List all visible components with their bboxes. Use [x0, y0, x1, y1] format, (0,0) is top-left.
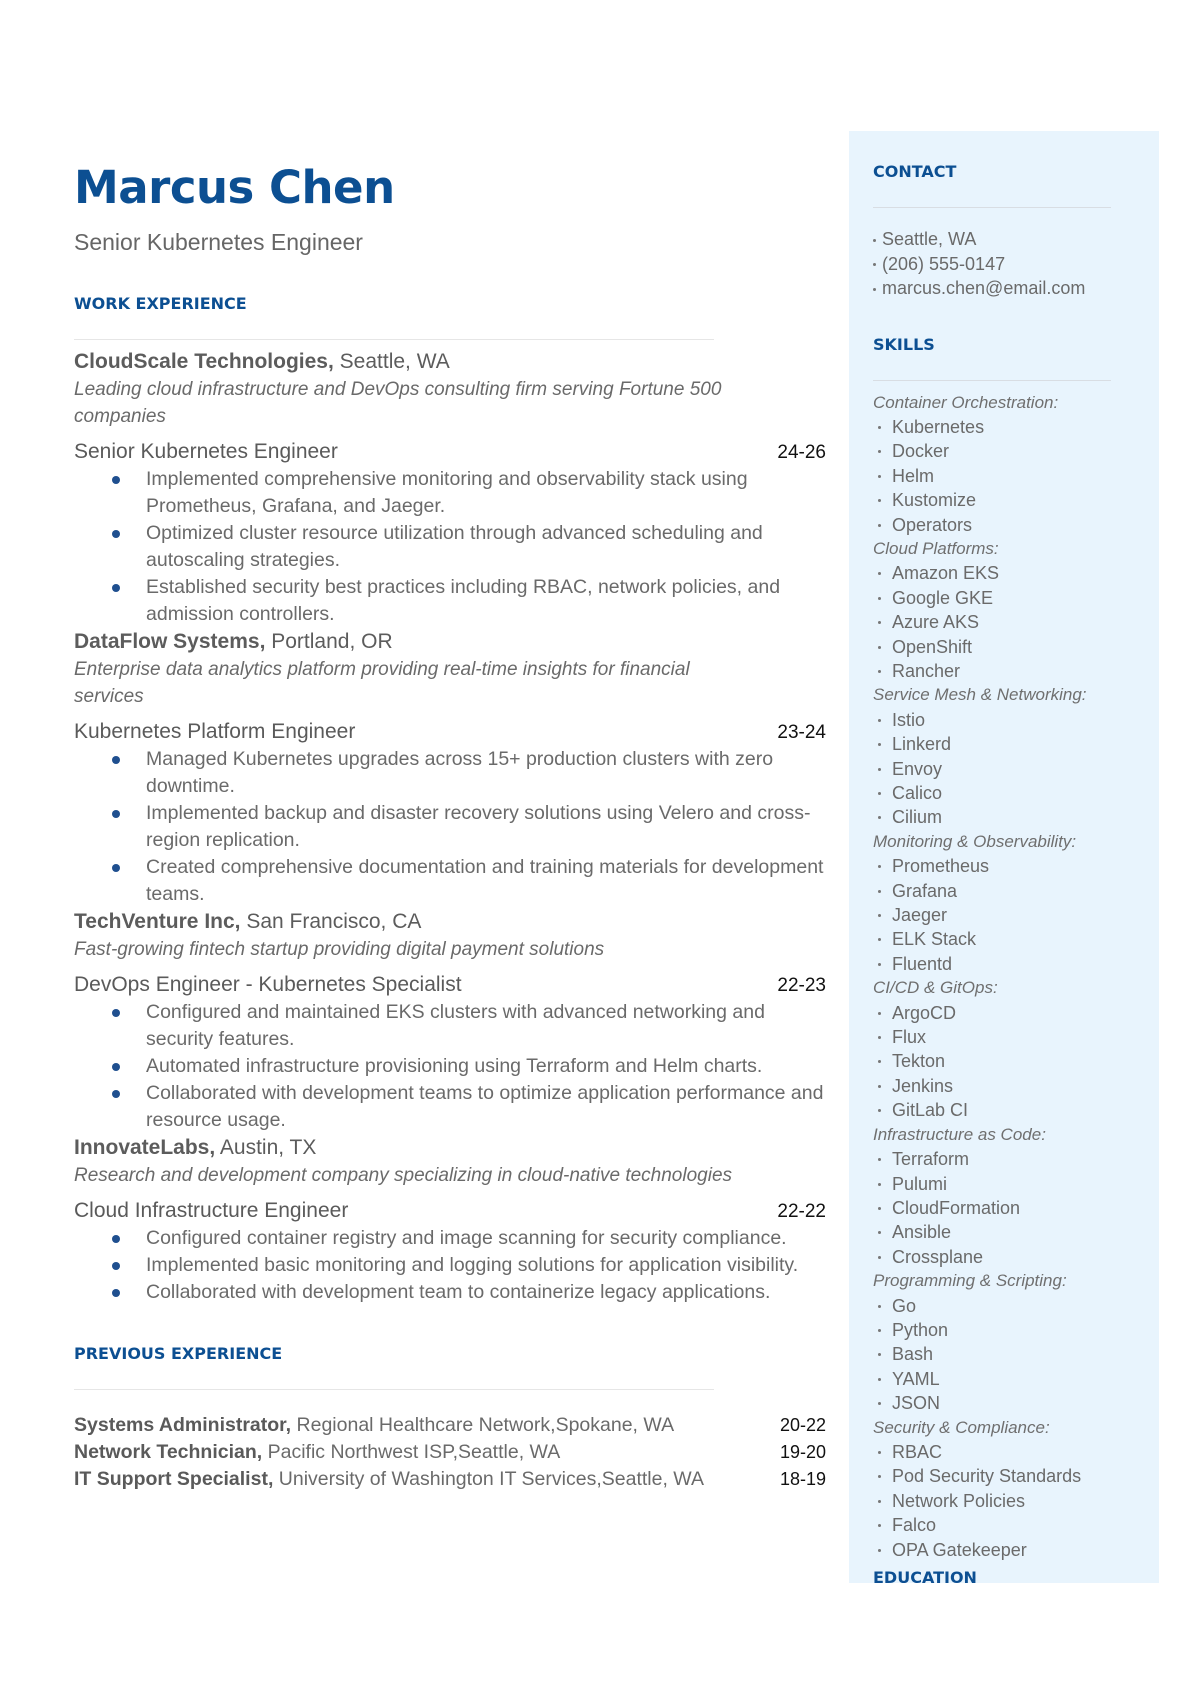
job-role: Senior Kubernetes Engineer — [74, 440, 338, 463]
contact-text: (206) 555-0147 — [882, 253, 1006, 274]
company-description: Enterprise data analytics platform providing real-time insights for financial services — [74, 659, 690, 707]
skill-items — [873, 1440, 1113, 1562]
skills-list — [873, 391, 1113, 1563]
skill-item — [873, 1147, 1113, 1171]
previous-org: Regional Healthcare Network,Spokane, WA — [291, 1414, 675, 1436]
skill-category: Service Mesh & Networking: — [873, 685, 1087, 705]
bullet-item — [112, 1252, 826, 1279]
skill-item — [873, 1172, 1113, 1196]
bullet-text: Established security best practices including RBAC, network policies, and admission controllers. — [146, 576, 781, 625]
skill-item — [873, 1440, 1113, 1464]
job-bullets — [112, 746, 826, 908]
skill-item — [873, 1294, 1113, 1318]
previous-dates: 20-22 — [779, 1415, 826, 1435]
skill-items — [873, 1294, 1113, 1416]
skill-item — [873, 1098, 1113, 1122]
bullet-item — [112, 746, 826, 800]
bullet-dot-icon — [878, 646, 881, 649]
skill-text: Calico — [892, 783, 943, 803]
bullet-dot-icon — [878, 719, 881, 722]
bullet-dot-icon — [112, 1289, 120, 1297]
skill-text: Kubernetes — [892, 416, 985, 437]
role-row — [74, 438, 826, 466]
bullet-item — [112, 1080, 826, 1134]
skill-text: Amazon EKS — [892, 563, 1000, 584]
bullet-dot-icon — [878, 768, 881, 771]
skill-text: Envoy — [892, 758, 943, 779]
bullet-text: Automated infrastructure provisioning using Terraform and Helm charts. — [146, 1055, 763, 1077]
skill-text: Go — [892, 1295, 917, 1316]
bullet-dot-icon — [878, 1475, 881, 1478]
bullet-dot-icon — [873, 263, 876, 266]
skill-item — [873, 1025, 1113, 1049]
skill-item — [873, 1049, 1113, 1073]
skill-item — [873, 635, 1113, 659]
bullet-dot-icon — [878, 1256, 881, 1259]
work-experience-heading: WORK EXPERIENCE — [74, 294, 247, 313]
bullet-text: Optimized cluster resource utilization through advanced scheduling and autoscaling strategies. — [146, 522, 763, 571]
previous-org: University of Washington IT Services,Seattle, WA — [273, 1468, 704, 1490]
skill-item — [873, 1367, 1113, 1391]
skill-item — [873, 610, 1113, 634]
skill-category: Monitoring & Observability: — [873, 831, 1077, 851]
job-role: DevOps Engineer - Kubernetes Specialist — [74, 973, 462, 996]
company-location: Seattle, WA — [333, 350, 450, 373]
previous-dates: 18-19 — [779, 1469, 826, 1489]
previous-role-line — [74, 1439, 560, 1466]
bullet-dot-icon — [878, 1109, 881, 1112]
bullet-dot-icon — [878, 524, 881, 527]
previous-role-line — [74, 1412, 674, 1439]
bullet-text: Collaborated with development team to containerize legacy applications. — [146, 1281, 771, 1303]
bullet-dot-icon — [878, 792, 881, 795]
contact-item — [873, 252, 1113, 277]
skill-items — [873, 708, 1113, 830]
previous-org: Pacific Northwest ISP,Seattle, WA — [262, 1441, 561, 1463]
bullet-dot-icon — [878, 1549, 881, 1552]
bullet-dot-icon — [873, 239, 876, 242]
bullet-dot-icon — [878, 621, 881, 624]
bullet-dot-icon — [878, 1402, 881, 1405]
bullet-dot-icon — [112, 756, 120, 764]
bullet-item — [112, 520, 826, 574]
bullet-dot-icon — [112, 530, 120, 538]
main-column — [74, 160, 826, 1493]
skill-text: Python — [892, 1319, 949, 1340]
education-heading: EDUCATION — [873, 1568, 977, 1587]
previous-role-line — [74, 1466, 704, 1493]
company-line — [74, 348, 826, 376]
skill-text: Ansible — [892, 1222, 952, 1243]
candidate-title: Senior Kubernetes Engineer — [74, 229, 363, 255]
bullet-dot-icon — [112, 1063, 120, 1071]
skill-text: Rancher — [892, 660, 961, 681]
bullet-dot-icon — [878, 1329, 881, 1332]
job-dates: 23-24 — [777, 722, 826, 743]
skill-category: Security & Compliance: — [873, 1417, 1050, 1437]
bullet-dot-icon — [878, 1353, 881, 1356]
job-bullets — [112, 466, 826, 628]
skill-text: ArgoCD — [892, 1002, 957, 1023]
contact-heading: CONTACT — [873, 162, 957, 181]
skill-text: Linkerd — [892, 734, 952, 755]
skill-category: Programming & Scripting: — [873, 1271, 1067, 1291]
skill-item — [873, 1220, 1113, 1244]
skill-text: Pulumi — [892, 1173, 948, 1194]
bullet-dot-icon — [878, 1085, 881, 1088]
skill-text: Fluentd — [892, 953, 953, 974]
company-name: CloudScale Technologies, — [74, 350, 334, 373]
bullet-text: Implemented basic monitoring and logging solutions for application visibility. — [146, 1254, 799, 1276]
previous-dates: 19-20 — [779, 1442, 826, 1462]
bullet-dot-icon — [878, 426, 881, 429]
bullet-dot-icon — [878, 1036, 881, 1039]
skill-item — [873, 1318, 1113, 1342]
company-line — [74, 1134, 826, 1162]
bullet-dot-icon — [878, 1451, 881, 1454]
role-row — [74, 1197, 826, 1225]
bullet-item — [112, 466, 826, 520]
bullet-dot-icon — [878, 865, 881, 868]
skill-text: GitLab CI — [892, 1100, 969, 1121]
company-description: Research and development company specializing in cloud-native technologies — [74, 1165, 733, 1186]
work-experience-list — [74, 348, 826, 1306]
bullet-text: Created comprehensive documentation and training materials for development teams. — [146, 856, 824, 905]
bullet-dot-icon — [878, 1378, 881, 1381]
job-bullets — [112, 999, 826, 1134]
company-name: TechVenture Inc, — [74, 910, 241, 933]
skill-text: Flux — [892, 1027, 927, 1048]
bullet-dot-icon — [878, 670, 881, 673]
company-location: Portland, OR — [265, 630, 393, 653]
previous-role: Systems Administrator, — [74, 1414, 292, 1436]
skill-text: Network Policies — [892, 1490, 1026, 1511]
job-dates: 22-22 — [777, 1201, 826, 1222]
bullet-dot-icon — [878, 938, 881, 941]
bullet-text: Configured container registry and image scanning for security compliance. — [146, 1227, 787, 1249]
skill-text: Terraform — [892, 1149, 970, 1170]
skill-item — [873, 1464, 1113, 1488]
skill-item — [873, 1245, 1113, 1269]
bullet-dot-icon — [878, 1231, 881, 1234]
company-description: Leading cloud infrastructure and DevOps consulting firm serving Fortune 500 companies — [74, 379, 722, 427]
job-role: Kubernetes Platform Engineer — [74, 720, 356, 743]
skills-heading: SKILLS — [873, 334, 935, 354]
bullet-dot-icon — [878, 1012, 881, 1015]
bullet-text: Managed Kubernetes upgrades across 15+ production clusters with zero downtime. — [146, 748, 774, 797]
skill-item — [873, 1391, 1113, 1415]
skill-items — [873, 1147, 1113, 1269]
skill-text: Pod Security Standards — [892, 1466, 1082, 1487]
skill-text: Kustomize — [892, 490, 977, 511]
skill-item — [873, 513, 1113, 537]
bullet-item — [112, 574, 826, 628]
bullet-dot-icon — [878, 1060, 881, 1063]
skill-category: Container Orchestration: — [873, 392, 1059, 412]
bullet-text: Implemented comprehensive monitoring and observability stack using Prometheus, Grafana, and Jaeger. — [146, 468, 748, 517]
skill-item — [873, 561, 1113, 585]
skill-text: Operators — [892, 514, 973, 535]
bullet-item — [112, 1279, 826, 1306]
bullet-dot-icon — [878, 450, 881, 453]
skill-text: Crossplane — [892, 1246, 984, 1267]
bullet-dot-icon — [878, 816, 881, 819]
skill-items — [873, 561, 1113, 683]
bullet-dot-icon — [878, 963, 881, 966]
section-divider — [873, 207, 1111, 208]
skill-item — [873, 952, 1113, 976]
skill-item — [873, 1001, 1113, 1025]
contact-item — [873, 276, 1113, 301]
skill-items — [873, 1001, 1113, 1123]
bullet-dot-icon — [112, 1090, 120, 1098]
previous-experience-row — [74, 1412, 826, 1439]
skill-text: Tekton — [892, 1051, 946, 1072]
skill-item — [873, 488, 1113, 512]
bullet-item — [112, 1225, 826, 1252]
previous-experience-list — [74, 1412, 826, 1493]
bullet-dot-icon — [112, 810, 120, 818]
bullet-dot-icon — [112, 1009, 120, 1017]
bullet-dot-icon — [878, 1500, 881, 1503]
skill-text: Istio — [892, 709, 926, 730]
candidate-name: Marcus Chen — [74, 161, 395, 214]
section-divider — [873, 380, 1111, 381]
company-line — [74, 908, 826, 936]
skill-item — [873, 805, 1113, 829]
bullet-dot-icon — [878, 475, 881, 478]
bullet-dot-icon — [112, 864, 120, 872]
skill-category: Cloud Platforms: — [873, 538, 999, 558]
skill-text: Docker — [892, 441, 950, 462]
job-entry — [74, 908, 826, 1134]
skill-text: Cilium — [892, 807, 943, 828]
skill-item — [873, 708, 1113, 732]
job-dates: 24-26 — [777, 442, 826, 463]
sidebar — [849, 131, 1159, 1583]
skill-item — [873, 1074, 1113, 1098]
skill-items — [873, 415, 1113, 537]
skill-text: RBAC — [892, 1441, 943, 1462]
bullet-item — [112, 1053, 826, 1080]
contact-text: marcus.chen@email.com — [882, 278, 1086, 298]
role-row — [74, 971, 826, 999]
bullet-dot-icon — [878, 1524, 881, 1527]
bullet-dot-icon — [112, 1235, 120, 1243]
contact-list — [873, 227, 1113, 301]
job-entry — [74, 628, 826, 908]
company-line — [74, 628, 826, 656]
skill-text: OpenShift — [892, 636, 973, 657]
bullet-dot-icon — [112, 1262, 120, 1270]
skill-category: Infrastructure as Code: — [873, 1124, 1046, 1144]
contact-text: Seattle, WA — [882, 229, 977, 249]
bullet-item — [112, 854, 826, 908]
bullet-item — [112, 999, 826, 1053]
skill-item — [873, 903, 1113, 927]
bullet-dot-icon — [112, 584, 120, 592]
skill-text: JSON — [892, 1393, 941, 1414]
bullet-item — [112, 800, 826, 854]
bullet-dot-icon — [112, 476, 120, 484]
bullet-text: Implemented backup and disaster recovery solutions using Velero and cross-region replication. — [146, 802, 811, 851]
skill-item — [873, 1342, 1113, 1366]
skill-text: Google GKE — [892, 587, 994, 608]
previous-role: IT Support Specialist, — [74, 1468, 274, 1490]
skill-text: Falco — [892, 1515, 937, 1536]
role-row — [74, 718, 826, 746]
job-dates: 22-23 — [777, 975, 826, 996]
job-bullets — [112, 1225, 826, 1306]
skill-text: ELK Stack — [892, 929, 977, 950]
section-divider — [74, 339, 714, 340]
skill-item — [873, 1513, 1113, 1537]
bullet-dot-icon — [873, 288, 876, 291]
bullet-text: Configured and maintained EKS clusters with advanced networking and security features. — [146, 1001, 765, 1050]
bullet-dot-icon — [878, 1158, 881, 1161]
bullet-dot-icon — [878, 499, 881, 502]
company-location: San Francisco, CA — [240, 910, 422, 933]
skill-item — [873, 854, 1113, 878]
skill-text: Jenkins — [892, 1075, 954, 1096]
skill-text: Prometheus — [892, 856, 990, 877]
company-description: Fast-growing fintech startup providing digital payment solutions — [74, 939, 605, 960]
company-name: InnovateLabs, — [74, 1136, 216, 1159]
skill-item — [873, 1489, 1113, 1513]
skill-item — [873, 439, 1113, 463]
skill-item — [873, 464, 1113, 488]
skill-text: Helm — [892, 465, 935, 486]
section-divider — [74, 1389, 714, 1390]
previous-experience-heading: PREVIOUS EXPERIENCE — [74, 1344, 283, 1363]
bullet-dot-icon — [878, 914, 881, 917]
skill-text: Bash — [892, 1344, 934, 1365]
skill-item — [873, 757, 1113, 781]
previous-experience-row — [74, 1439, 826, 1466]
skill-items — [873, 854, 1113, 976]
bullet-dot-icon — [878, 597, 881, 600]
job-role: Cloud Infrastructure Engineer — [74, 1199, 349, 1222]
previous-role: Network Technician, — [74, 1441, 263, 1463]
skill-text: Azure AKS — [892, 612, 980, 633]
skill-item — [873, 1196, 1113, 1220]
skill-item — [873, 927, 1113, 951]
bullet-dot-icon — [878, 1207, 881, 1210]
skill-item — [873, 415, 1113, 439]
bullet-dot-icon — [878, 1305, 881, 1308]
skill-text: Grafana — [892, 880, 958, 901]
skill-item — [873, 586, 1113, 610]
bullet-dot-icon — [878, 743, 881, 746]
contact-item — [873, 227, 1113, 252]
job-entry — [74, 1134, 826, 1306]
skill-item — [873, 659, 1113, 683]
previous-experience-row — [74, 1466, 826, 1493]
skill-item — [873, 732, 1113, 756]
skill-item — [873, 781, 1113, 805]
bullet-dot-icon — [878, 572, 881, 575]
skill-item — [873, 1538, 1113, 1562]
company-name: DataFlow Systems, — [74, 630, 266, 653]
company-location: Austin, TX — [215, 1136, 317, 1159]
skill-text: Jaeger — [892, 905, 948, 926]
bullet-text: Collaborated with development teams to optimize application performance and resource usage. — [146, 1082, 824, 1131]
bullet-dot-icon — [878, 890, 881, 893]
job-entry — [74, 348, 826, 628]
skill-text: YAML — [892, 1368, 940, 1389]
skill-item — [873, 879, 1113, 903]
skill-text: OPA Gatekeeper — [892, 1539, 1027, 1560]
bullet-dot-icon — [878, 1183, 881, 1186]
skill-category: CI/CD & GitOps: — [873, 978, 998, 998]
skill-text: CloudFormation — [892, 1197, 1021, 1218]
